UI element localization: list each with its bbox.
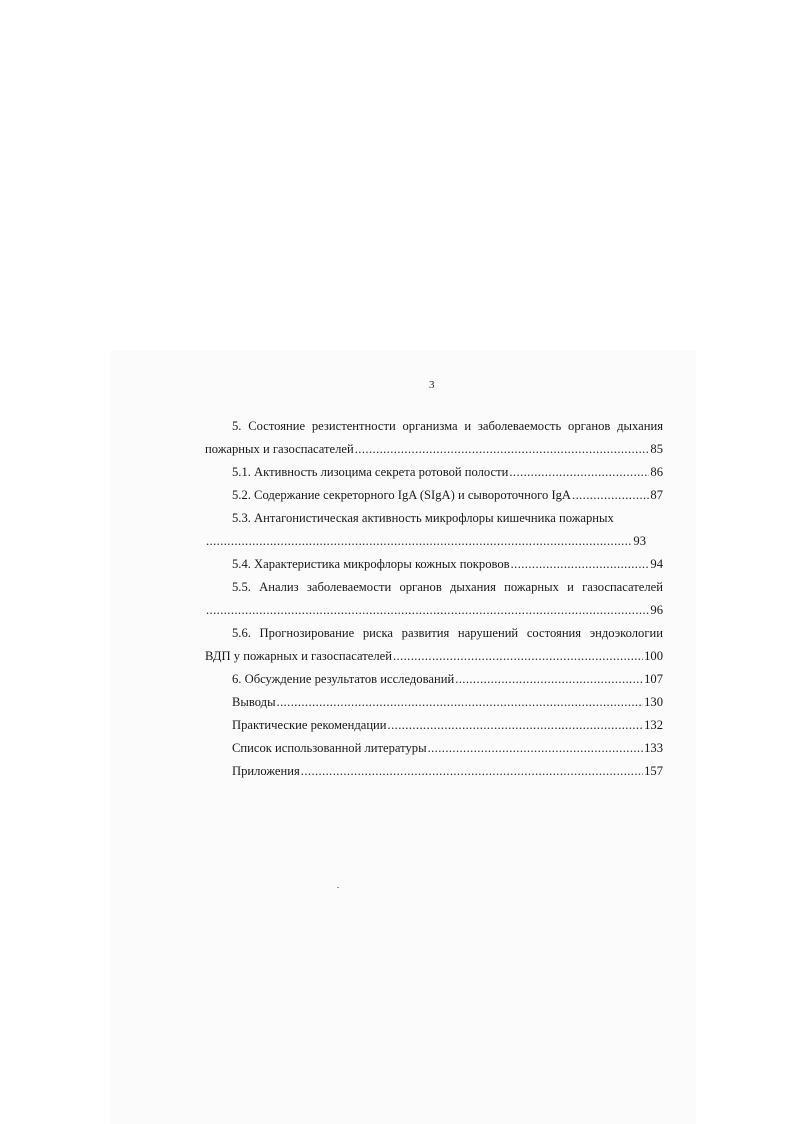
toc-entry-5-2 (205, 484, 663, 507)
toc-entry-5-2-title: 5.2. Содержание секреторного IgA (SIgA) и сывороточного IgA (232, 488, 572, 502)
toc-entry-5-5-line1 (205, 576, 663, 599)
dot-leader (511, 553, 650, 576)
toc-entry-5-6-page: 100 (644, 649, 663, 663)
toc-entry-5-2-page: 87 (650, 488, 663, 502)
dot-leader (206, 599, 649, 622)
toc-entry-appendices (205, 760, 663, 783)
toc-entry-recommendations-title: Практические рекомендации (232, 718, 387, 732)
dot-leader (301, 760, 643, 783)
toc-entry-references-title: Список использованной литературы (232, 741, 427, 755)
toc-entry-5-title-part1: 5. Состояние резистентности организма и заболеваемость органов дыхания (232, 419, 663, 433)
toc-entry-6-page: 107 (644, 672, 663, 686)
toc-entry-5-6-title-part1: 5.6. Прогнозирование риска развития нарушений состояния эндоэкологии (232, 626, 663, 640)
toc-entry-5-5-title: 5.5. Анализ заболеваемости органов дыхания пожарных и газоспасателей (232, 580, 663, 594)
toc-entry-5-4 (205, 553, 663, 576)
toc-entry-5-6-line2 (205, 645, 663, 668)
toc-entry-5-line1 (205, 415, 663, 438)
dot-leader (388, 714, 644, 737)
toc-entry-5-page: 85 (650, 442, 663, 456)
toc-entry-conclusions-page: 130 (644, 695, 663, 709)
toc-entry-5-3-page: 93 (633, 534, 646, 548)
dot-leader (206, 530, 632, 553)
toc-entry-5-title-part2: пожарных и газоспасателей (205, 442, 354, 456)
toc-entry-appendices-page: 157 (644, 764, 663, 778)
dot-leader (509, 461, 649, 484)
toc-entry-6-title: 6. Обсуждение результатов исследований (232, 672, 455, 686)
toc-entry-6 (205, 668, 663, 691)
toc-entry-5-4-page: 94 (650, 557, 663, 571)
toc-entry-5-line2 (205, 438, 663, 461)
toc-entry-conclusions (205, 691, 663, 714)
toc-entry-5-6-line1 (205, 622, 663, 645)
dot-leader (455, 668, 643, 691)
toc-entry-5-3-line1 (205, 507, 663, 530)
dot-leader (355, 438, 650, 461)
dot-leader (277, 691, 644, 714)
scan-speck (337, 887, 339, 888)
dot-leader (572, 484, 649, 507)
toc-entry-appendices-title: Приложения (232, 764, 300, 778)
toc-entry-5-6-title-part2: ВДП у пожарных и газоспасателей (205, 649, 392, 663)
toc-entry-references-page: 133 (644, 741, 663, 755)
dot-leader (428, 737, 644, 760)
toc-entry-conclusions-title: Выводы (232, 695, 276, 709)
toc-entry-5-5-line2 (205, 599, 663, 622)
toc-entry-references (205, 737, 663, 760)
toc-entry-5-3-line2 (205, 530, 646, 553)
toc-entry-5-3-title: 5.3. Антагонистическая активность микрофлоры кишечника пожарных (232, 511, 614, 525)
table-of-contents (205, 415, 663, 783)
toc-entry-5-4-title: 5.4. Характеристика микрофлоры кожных покровов (232, 557, 510, 571)
toc-entry-recommendations (205, 714, 663, 737)
dot-leader (393, 645, 643, 668)
toc-entry-5-1 (205, 461, 663, 484)
toc-entry-5-5-page: 96 (650, 603, 663, 617)
page-number: 3 (429, 379, 435, 391)
toc-entry-5-1-title: 5.1. Активность лизоцима секрета ротовой полости (232, 465, 509, 479)
toc-entry-recommendations-page: 132 (644, 718, 663, 732)
toc-entry-5-1-page: 86 (650, 465, 663, 479)
